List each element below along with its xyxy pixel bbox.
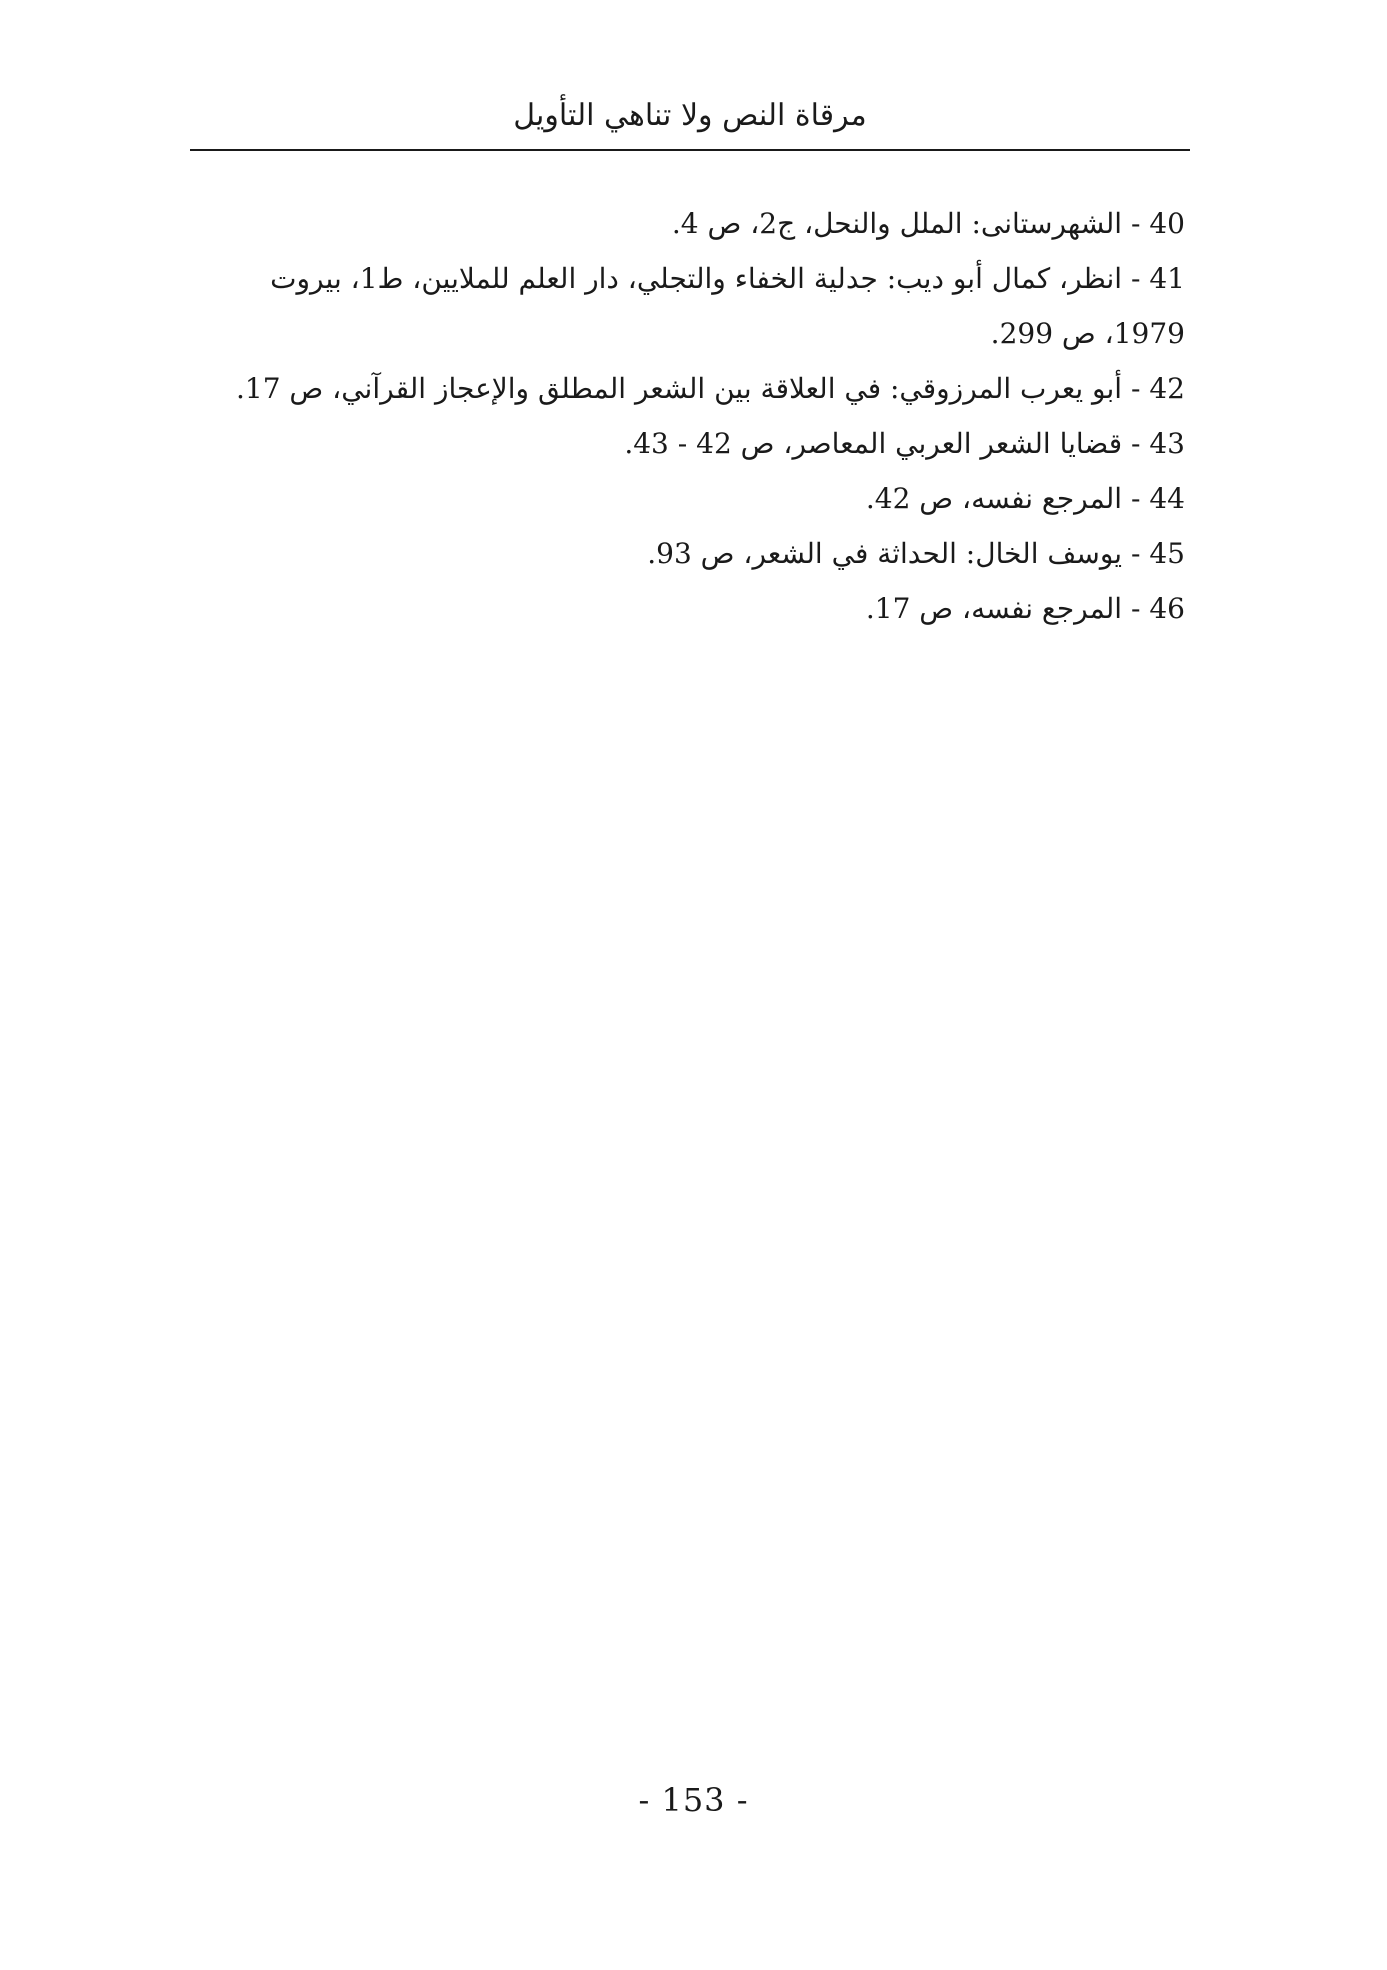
page-number: - 153 - — [638, 1781, 749, 1819]
header-divider — [190, 149, 1190, 151]
endnote-46: 46 - المرجع نفسه، ص 17. — [865, 592, 1185, 625]
endnote-43: 43 - قضايا الشعر العربي المعاصر، ص 42 - 43. — [624, 427, 1185, 460]
endnote-40: 40 - الشهرستانى: الملل والنحل، ج2، ص 4. — [671, 207, 1185, 240]
endnote-42: 42 - أبو يعرب المرزوقي: في العلاقة بين الشعر المطلق والإعجاز القرآني، ص 17. — [235, 372, 1185, 405]
endnotes-list — [190, 196, 1185, 636]
endnote-41: 41 - انظر، كمال أبو ديب: جدلية الخفاء والتجلي، دار العلم للملايين، ط1، بيروت 1979، ص 299. — [270, 262, 1185, 350]
running-header: مرقاة النص ولا تناهي التأويل — [513, 98, 867, 133]
endnote-45: 45 - يوسف الخال: الحداثة في الشعر، ص 93. — [647, 537, 1185, 570]
endnote-44: 44 - المرجع نفسه، ص 42. — [865, 482, 1185, 515]
